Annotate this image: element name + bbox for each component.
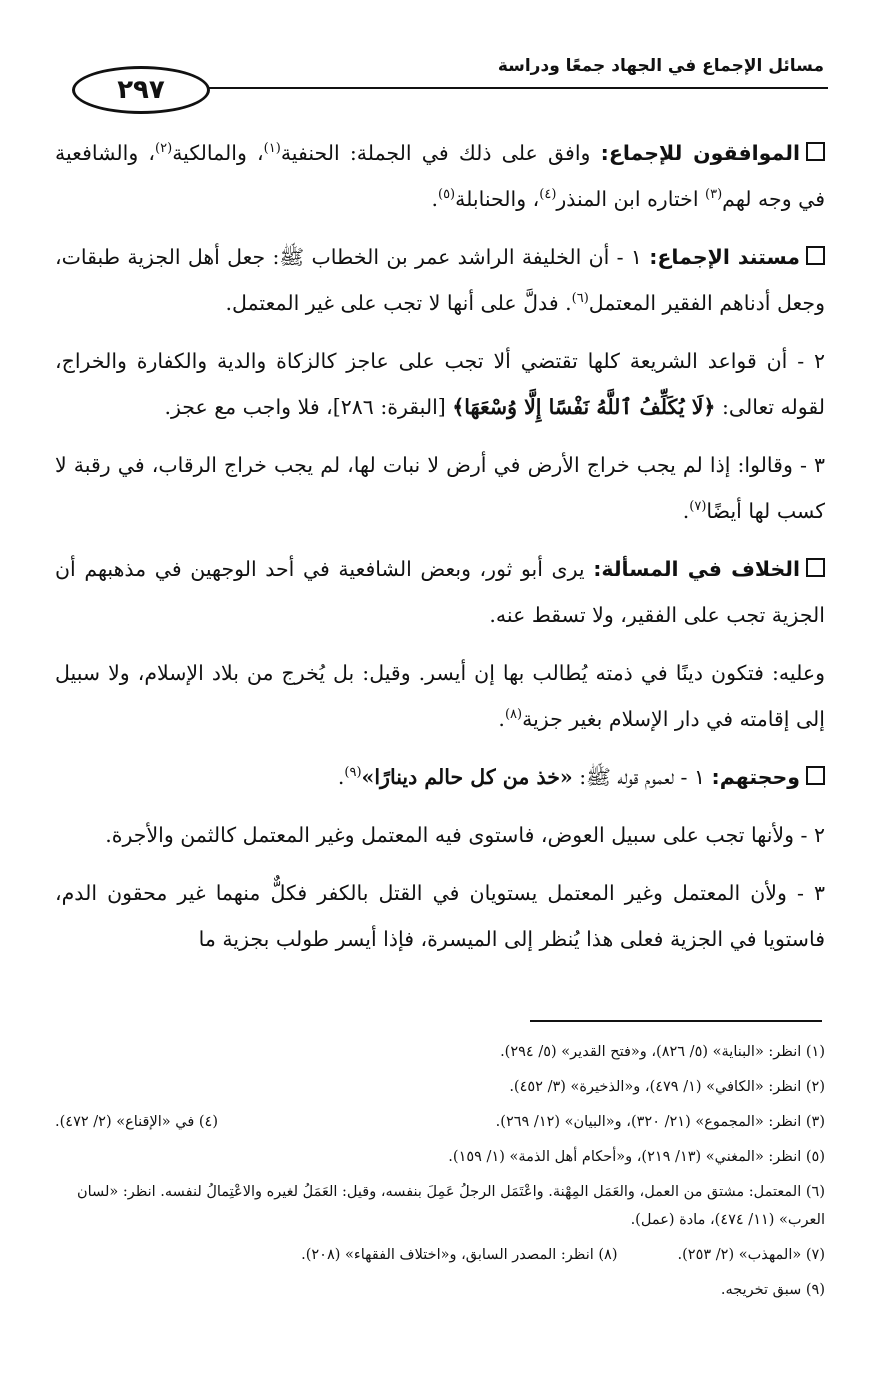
footnote-row <box>55 1108 825 1136</box>
paragraph-argument-3 <box>55 870 825 962</box>
footnote-ref[interactable]: (٦) <box>571 291 589 307</box>
section-lead: وحجتهم: <box>711 765 800 789</box>
text: اختاره ابن المنذر <box>556 187 706 211</box>
square-bullet-icon <box>806 142 825 161</box>
text: ، والشافعية في وجه لهم <box>55 141 825 211</box>
footnote-ref[interactable]: (٢) <box>155 141 173 157</box>
paragraph-basis-2 <box>55 338 825 430</box>
footnote-row <box>55 1241 825 1269</box>
quran-verse: ﴿لَا يُكَلِّفُ ٱللَّهُ نَفْسًا إِلَّا وُسْعَهَا﴾ <box>452 395 716 419</box>
footnote-5: (٥) انظر: «المغني» (١٣/ ٢١٩)، و«أحكام أهل الذمة» (١/ ١٥٩). <box>448 1149 825 1165</box>
text: ، والحنابلة <box>455 187 540 211</box>
footnote-ref[interactable]: (٥) <box>437 187 456 203</box>
text: ١ - أن الخليفة الراشد عمر بن الخطاب ﷺ: جعل أهل الجزية طبقات، وجعل أدناهم الفقير المعتمل <box>55 245 825 315</box>
footnote-ref[interactable]: (٩) <box>344 765 362 781</box>
paragraph-argument-2 <box>55 812 825 858</box>
footnote-6: (٦) المعتمل: مشتق من العمل، والعَمَل المِهْنة. واعْتَمَل الرجلُ عَمِلَ بنفسه، وقيل: العَمَلُ لغيره والاعْتِمالُ لنفسه. انظر: «لسان العرب» (١١/ ٤٧٤)، مادة (عمل). <box>76 1184 825 1228</box>
square-bullet-icon <box>806 246 825 265</box>
text: . <box>337 765 345 789</box>
text: . <box>682 499 690 523</box>
running-header <box>60 50 828 110</box>
paragraph-basis-3 <box>55 442 825 534</box>
paragraph-disagreement <box>55 546 825 638</box>
footnote-4: (٤) في «الإقناع» (٢/ ٤٧٢). <box>55 1114 218 1130</box>
text: وافق على ذلك في الجملة: الحنفية <box>280 141 601 165</box>
footnote-3: (٣) انظر: «المجموع» (٢١/ ٣٢٠)، و«البيان» (١٢/ ٢٦٩). <box>495 1114 825 1130</box>
text: ٢ - ولأنها تجب على سبيل العوض، فاستوى فيه المعتمل وغير المعتمل كالثمن والأجرة. <box>105 823 825 847</box>
paragraph-agreeing <box>55 130 825 222</box>
footnote-7: (٧) «المهذب» (٢/ ٢٥٣). <box>677 1247 825 1263</box>
section-lead: الخلاف في المسألة: <box>593 557 800 581</box>
text: ، والمالكية <box>172 141 264 165</box>
text: ٣ - ولأن المعتمل وغير المعتمل يستويان في القتل بالكفر فكلٌّ منهما غير محقون الدم، فاستويا في الجزية فعلى هذا يُنظر إلى الميسرة، فإذا أيسر طولب بجزية ما <box>55 881 825 951</box>
text: ٣ - وقالوا: إذا لم يجب خراج الأرض في أرض لا نبات لها، لم يجب خراج الرقاب، في رقبة لا كسب لها أيضًا <box>55 453 825 523</box>
footnote-ref[interactable]: (٤) <box>539 187 557 203</box>
verse-reference: [البقرة: ٢٨٦] <box>332 395 453 419</box>
text: . <box>498 707 505 731</box>
paragraph-consequence <box>55 650 825 742</box>
footnotes <box>55 1038 825 1311</box>
paragraph-basis <box>55 234 825 326</box>
main-text <box>55 130 825 974</box>
footnote-ref[interactable]: (٧) <box>689 499 707 515</box>
square-bullet-icon <box>806 558 825 577</box>
paragraph-argument <box>55 754 825 800</box>
footnote-1: (١) انظر: «البناية» (٥/ ٨٢٦)، و«فتح القدير» (٥/ ٢٩٤). <box>500 1044 825 1060</box>
header-rule <box>160 87 828 89</box>
footnote-9: (٩) سبق تخريجه. <box>720 1282 825 1298</box>
text: . <box>431 187 438 211</box>
footnote-2: (٢) انظر: «الكافي» (١/ ٤٧٩)، و«الذخيرة» (٣/ ٤٥٢). <box>509 1079 825 1095</box>
section-lead: مستند الإجماع: <box>649 245 800 269</box>
hadith-quote: «خذ من كل حالم دينارًا» <box>361 765 573 789</box>
text: ، فلا واجب مع عجز. <box>164 395 333 419</box>
page-number: ٢٩٧ <box>72 66 210 114</box>
footnote-ref[interactable]: (١) <box>263 141 281 157</box>
text: وعليه: فتكون دينًا في ذمته يُطالب بها إن أيسر. وقيل: بل يُخرج من بلاد الإسلام، ولا سبيل إلى إقامته في دار الإسلام بغير جزية <box>55 661 825 731</box>
text: ٢ - أن قواعد الشريعة كلها تقتضي ألا تجب على عاجز كالزكاة والدية والكفارة والخراج، لقوله تعالى: <box>55 349 825 419</box>
text: يرى أبو ثور، وبعض الشافعية في أحد الوجهين في مذهبهم أن الجزية تجب على الفقير، ولا تسقط عنه. <box>55 557 825 627</box>
text: ١ - لعموم قوله ﷺ: <box>572 765 712 789</box>
section-lead: الموافقون للإجماع: <box>600 141 800 165</box>
text: . فدلَّ على أنها لا تجب على غير المعتمل. <box>225 291 572 315</box>
book-title: مسائل الإجماع في الجهاد جمعًا ودراسة <box>497 56 824 76</box>
footnote-ref[interactable]: (٣) <box>705 187 723 203</box>
footnote-ref[interactable]: (٨) <box>504 707 523 723</box>
square-bullet-icon <box>806 766 825 785</box>
footnote-8: (٨) انظر: المصدر السابق، و«اختلاف الفقهاء» (٢٠٨). <box>301 1247 618 1263</box>
footnote-separator <box>530 1020 822 1022</box>
